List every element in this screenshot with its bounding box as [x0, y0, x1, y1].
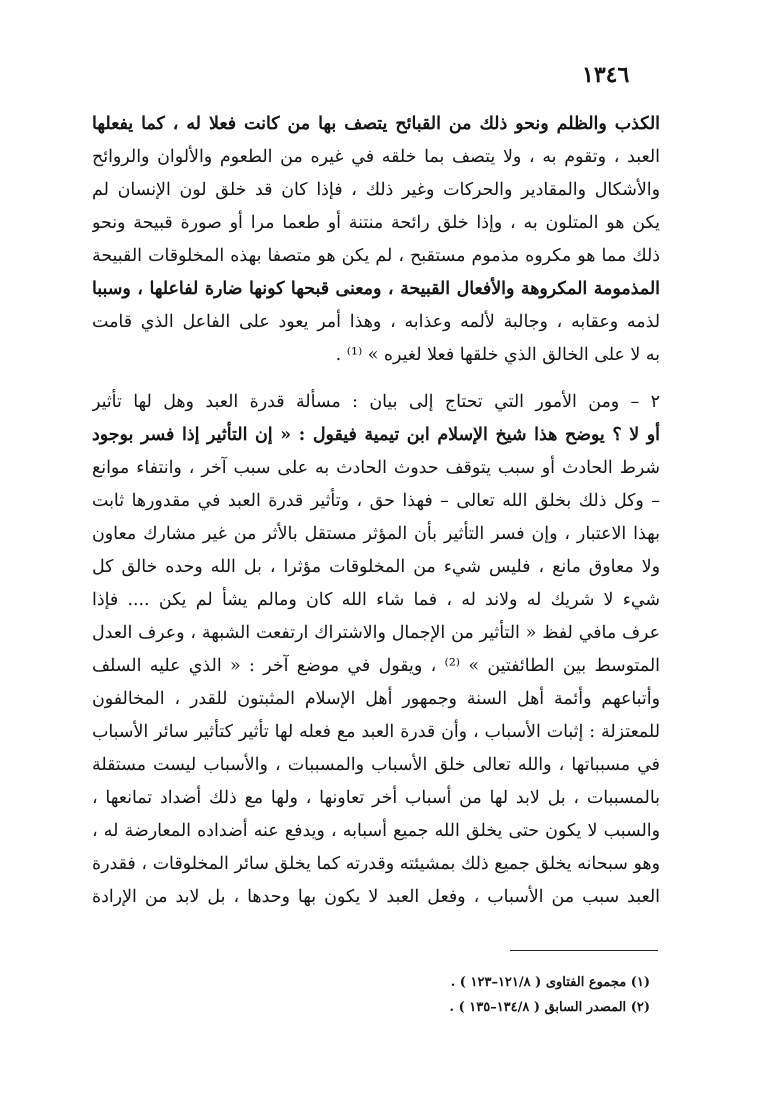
- text-line: في مسبباتها ، والله تعالى خلق الأسباب والمسببات ، والأسباب ليست مستقلة: [92, 755, 660, 775]
- text-line: لذمه وعقابه ، وجالبة لألمه وعذابه ، وهذا أمر يعود على الفاعل الذي قامت: [92, 312, 660, 332]
- text-line: وهو سبحانه يخلق جميع ذلك بمشيئته وقدرته كما يخلق سائر المخلوقات ، فقدرة: [92, 854, 660, 874]
- text-line: المتوسط بين الطائفتين » ⁽²⁾ ، ويقول في موضع آخر : « الذي عليه السلف: [92, 656, 660, 676]
- text-line: بالمسببات ، بل لابد لها من أسباب أخر تعاونها ، ولها مع ذلك أضداد تمانعها ،: [92, 788, 660, 808]
- text-line: عرف مافي لفظ « التأثير من الإجمال والاشتراك ارتفعت الشبهة ، وعرف العدل: [92, 623, 660, 643]
- text-line: أو لا ؟ يوضح هذا شيخ الإسلام ابن تيمية فيقول : « إن التأثير إذا فسر بوجود: [92, 425, 660, 445]
- footnote-2: (٢) المصدر السابق ( ١٣٤/٨–١٣٥ ) .: [449, 1000, 650, 1015]
- text-line: ولا معاوق مانع ، فليس شيء من المخلوقات مؤثرا ، بل الله وحده خالق كل: [92, 557, 660, 577]
- paragraph-1: [92, 108, 660, 372]
- text-line: – وكل ذلك بخلق الله تعالى – فهذا حق ، وتأثير قدرة العبد في مقدورها ثابت: [92, 491, 660, 511]
- text-line: المذمومة المكروهة والأفعال القبيحة ، ومعنى قبحها كونها ضارة لفاعلها ، وسببا: [92, 279, 660, 299]
- footnote-separator: [510, 950, 658, 951]
- text-line: والأشكال والمقادير والحركات وغير ذلك ، فإذا كان قد خلق لون الإنسان لم: [92, 180, 660, 200]
- text-line: شرط الحادث أو سبب يتوقف حدوث الحادث به على سبب آخر ، وانتفاء موانع: [92, 458, 660, 478]
- page-number: ١٣٤٦: [582, 62, 630, 88]
- footnotes: [280, 970, 650, 1020]
- text-line: الكذب والظلم ونحو ذلك من القبائح يتصف بها من كانت فعلا له ، كما يفعلها: [92, 114, 660, 134]
- text-line: ٢ – ومن الأمور التي تحتاج إلى بيان : مسألة قدرة العبد وهل لها تأثير: [92, 392, 660, 412]
- text-line: ذلك مما هو مكروه مذموم مستقبح ، لم يكن هو متصفا بهذه المخلوقات القبيحة: [92, 246, 660, 266]
- body-text: [92, 108, 660, 914]
- text-line: يكن هو المتلون به ، وإذا خلق رائحة منتنة أو طعما مرا أو صورة قبيحة ونحو: [92, 213, 660, 233]
- paragraph-gap: [92, 372, 660, 386]
- text-line: العبد ، وتقوم به ، ولا يتصف بما خلقه في غيره من الطعوم والألوان والروائح: [92, 147, 660, 167]
- text-line: للمعتزلة : إثبات الأسباب ، وأن قدرة العبد مع فعله لها تأثير كتأثير سائر الأسباب: [92, 722, 660, 742]
- text-line: والسبب لا يكون حتى يخلق الله جميع أسبابه ، ويدفع عنه أضداده المعارضة له ،: [92, 821, 660, 841]
- text-line: شيء لا شريك له ولاند له ، فما شاء الله كان ومالم يشأ لم يكن .... فإذا: [92, 590, 660, 610]
- footnote-1: (١) مجموع الفتاوى ( ١٢١/٨–١٢٣ ) .: [450, 975, 650, 990]
- paragraph-2: [92, 386, 660, 914]
- text-line: وأتباعهم وأئمة أهل السنة وجمهور أهل الإسلام المثبتون للقدر ، المخالفون: [92, 689, 660, 709]
- text-line: به لا على الخالق الذي خلقها فعلا لغيره » ⁽¹⁾ .: [335, 345, 660, 365]
- text-line: بهذا الاعتبار ، وإن فسر التأثير بأن المؤثر مستقل بالأثر من غير مشارك معاون: [92, 524, 660, 544]
- text-line: العبد سبب من الأسباب ، وفعل العبد لا يكون بها وحدها ، بل لابد من الإرادة: [92, 887, 660, 907]
